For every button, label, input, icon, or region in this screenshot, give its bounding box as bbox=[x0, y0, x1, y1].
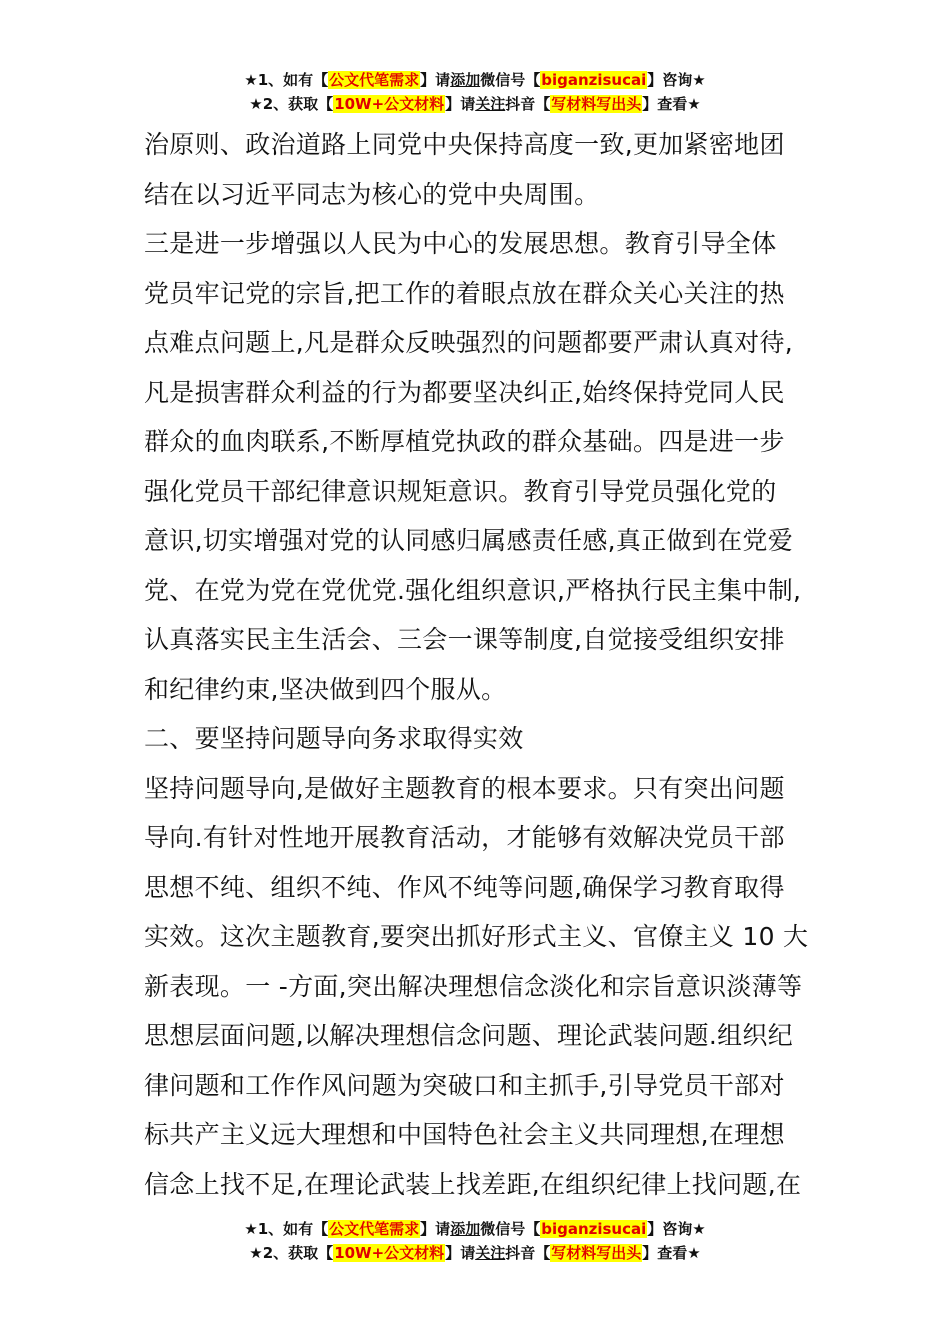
banner-text: ★1、如有【 bbox=[244, 1220, 329, 1238]
text-line: 思想不纯、组织不纯、作风不纯等问题,确保学习教育取得 bbox=[144, 872, 785, 902]
banner-line-2 bbox=[0, 1242, 950, 1266]
highlight-materials: 10W+公文材料 bbox=[334, 1244, 445, 1262]
banner-text: 】请 bbox=[445, 1244, 476, 1262]
banner-text: ★2、获取【 bbox=[249, 1244, 334, 1262]
text-line: 标共产主义远大理想和中国特色社会主义共同理想,在理想 bbox=[144, 1120, 785, 1149]
underlined-text: 添加 bbox=[450, 71, 481, 89]
banner-text: 】查看★ bbox=[642, 95, 701, 113]
text-line: 坚持问题导向,是做好主题教育的根本要求。只有突出问题 bbox=[144, 773, 785, 803]
banner-text: 微信号【 bbox=[480, 71, 541, 89]
text-line: 强化党员干部纪律意识规矩意识。教育引导党员强化党的 bbox=[144, 476, 777, 506]
text-line: 思想层面问题,以解决理想信念问题、理论武装问题.组织纪 bbox=[144, 1021, 793, 1050]
banner-text: 抖音【 bbox=[505, 1244, 551, 1262]
banner-text: 】请 bbox=[420, 1220, 451, 1238]
text-line: 凡是损害群众利益的行为都要坚决纠正,始终保持党同人民 bbox=[144, 377, 785, 407]
text-line: 新表现。一 -方面,突出解决理想信念淡化和宗旨意识淡薄等 bbox=[144, 971, 803, 1001]
banner-text: ★2、获取【 bbox=[249, 95, 334, 113]
text-line: 认真落实民主生活会、三会一课等制度,自觉接受组织安排 bbox=[144, 625, 785, 654]
banner-text: 】查看★ bbox=[642, 1244, 701, 1262]
text-line: 三是进一步增强以人民为中心的发展思想。教育引导全体 bbox=[144, 229, 777, 258]
text-line: 律问题和工作作风问题为突破口和主抓手,引导党员干部对 bbox=[144, 1070, 785, 1100]
highlight-wechat-id: biganzisucai bbox=[541, 1220, 647, 1238]
banner-text: 】请 bbox=[445, 95, 476, 113]
text-line: 治原则、政治道路上同党中央保持高度一致,更加紧密地团 bbox=[144, 130, 785, 159]
underlined-text: 关注 bbox=[475, 1244, 506, 1262]
header-banner bbox=[0, 69, 950, 117]
text-line: 群众的血肉联系,不断厚植党执政的群众基础。四是进一步 bbox=[144, 427, 785, 456]
banner-line-1 bbox=[0, 69, 950, 93]
text-line: 点难点问题上,凡是群众反映强烈的问题都要严肃认真对待, bbox=[144, 328, 793, 357]
highlight-douyin-account: 写材料写出头 bbox=[551, 95, 642, 113]
text-line: 意识,切实增强对党的认同感归属感责任感,真正做到在党爱 bbox=[144, 526, 793, 555]
banner-text: ★1、如有【 bbox=[244, 71, 329, 89]
banner-text: 抖音【 bbox=[505, 95, 551, 113]
footer-banner bbox=[0, 1218, 950, 1266]
banner-text: 】请 bbox=[420, 71, 451, 89]
document-body bbox=[144, 120, 810, 1209]
banner-line-2 bbox=[0, 93, 950, 117]
underlined-text: 关注 bbox=[475, 95, 506, 113]
highlight-materials: 10W+公文材料 bbox=[334, 95, 445, 113]
text-line: 和纪律约束,坚决做到四个服从。 bbox=[144, 674, 507, 704]
highlight-douyin-account: 写材料写出头 bbox=[551, 1244, 642, 1262]
banner-text: 微信号【 bbox=[480, 1220, 541, 1238]
highlight-service: 公文代笔需求 bbox=[329, 1220, 420, 1238]
banner-text: 】咨询★ bbox=[647, 71, 706, 89]
text-line: 党、在党为党在党优党.强化组织意识,严格执行民主集中制, bbox=[144, 575, 802, 605]
text-line: 实效。这次主题教育,要突出抓好形式主义、官僚主义 10 大 bbox=[144, 922, 809, 951]
underlined-text: 添加 bbox=[450, 1220, 481, 1238]
section-heading: 二、要坚持问题导向务求取得实效 bbox=[144, 724, 524, 753]
highlight-wechat-id: biganzisucai bbox=[541, 71, 647, 89]
text-line: 结在以习近平同志为核心的党中央周围。 bbox=[144, 179, 600, 209]
banner-text: 】咨询★ bbox=[647, 1220, 706, 1238]
text-line: 信念上找不足,在理论武装上找差距,在组织纪律上找问题,在 bbox=[144, 1169, 802, 1199]
highlight-service: 公文代笔需求 bbox=[329, 71, 420, 89]
banner-line-1 bbox=[0, 1218, 950, 1242]
text-line: 导向.有针对性地开展教育活动，才能够有效解决党员干部 bbox=[144, 823, 785, 852]
text-line: 党员牢记党的宗旨,把工作的着眼点放在群众关心关注的热 bbox=[144, 278, 785, 308]
